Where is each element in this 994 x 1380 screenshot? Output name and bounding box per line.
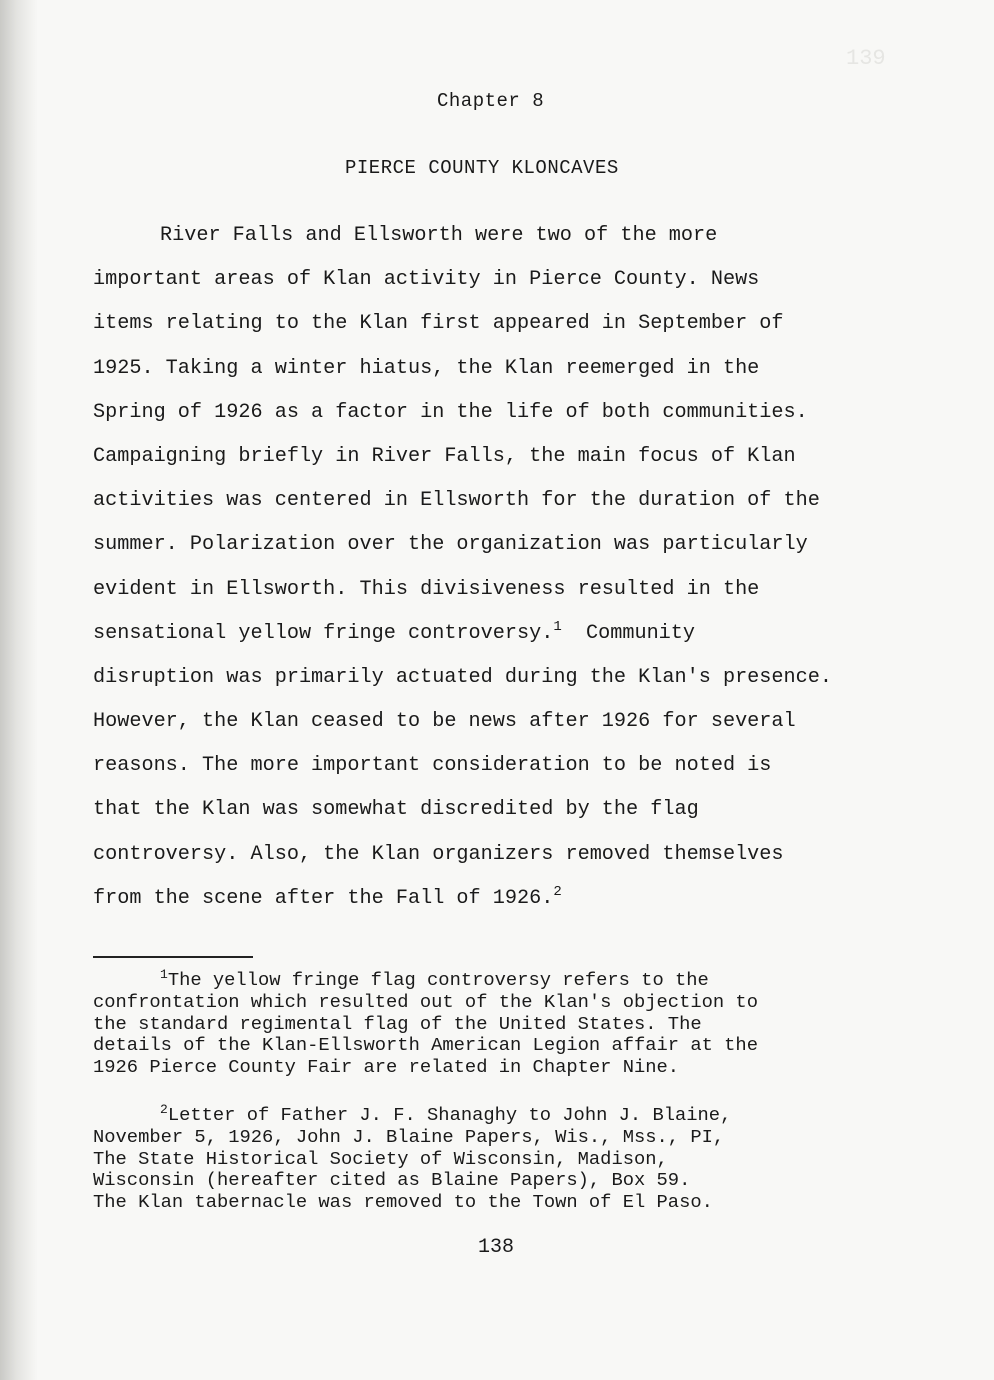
footnote-ref-1: 1 (553, 618, 562, 635)
body-line: controversy. Also, the Klan organizers removed themselves (93, 842, 784, 866)
bleed-through-page-number: 139 (846, 46, 886, 71)
footnote-separator (93, 956, 253, 958)
body-text (93, 222, 943, 929)
body-line-text: sensational yellow fringe controversy. (93, 621, 554, 645)
body-line: reasons. The more important consideration to be noted is (93, 754, 772, 778)
body-line-text: Community (561, 621, 696, 645)
body-line: River Falls and Ellsworth were two of the more (160, 224, 718, 247)
footnote-2 (93, 1102, 953, 1214)
body-line-with-footnote-ref (93, 620, 943, 664)
footnote-line: confrontation which resulted out of the Klan's objection to (93, 990, 758, 1013)
body-line: activities was centered in Ellsworth for the duration of the (93, 489, 820, 513)
body-line: Spring of 1926 as a factor in the life of both communities. (93, 400, 808, 424)
body-line: 1925. Taking a winter hiatus, the Klan reemerged in the (93, 356, 760, 380)
footnote-line: details of the Klan-Ellsworth American Legion affair at the (93, 1034, 758, 1057)
footnote-mark: 2 (160, 1102, 168, 1117)
footnote-ref-2: 2 (553, 883, 562, 900)
footnote-line: November 5, 1926, John J. Blaine Papers, Wis., Mss., PI, (93, 1125, 725, 1148)
footnote-line: the standard regimental flag of the United States. The (93, 1012, 702, 1035)
footnote-text: Letter of Father J. F. Shanaghy to John J. Blaine, (167, 1104, 732, 1126)
footnote-line (93, 967, 953, 992)
footnote-line (93, 1102, 953, 1127)
footnote-line: 1926 Pierce County Fair are related in Chapter Nine. (93, 1056, 680, 1079)
binding-shadow (0, 0, 38, 1380)
body-line: that the Klan was somewhat discredited by the flag (93, 798, 699, 822)
body-line: important areas of Klan activity in Pierce County. News (93, 268, 760, 292)
footnote-1 (93, 967, 953, 1079)
body-line: items relating to the Klan first appeared in September of (93, 312, 784, 336)
body-line: disruption was primarily actuated during the Klan's presence. (93, 665, 832, 689)
body-line: Campaigning briefly in River Falls, the main focus of Klan (93, 444, 796, 468)
body-line-text: from the scene after the Fall of 1926. (93, 886, 554, 910)
footnote-mark: 1 (160, 967, 168, 982)
footnote-line: Wisconsin (hereafter cited as Blaine Papers), Box 59. (93, 1169, 691, 1192)
chapter-title: PIERCE COUNTY KLONCAVES (345, 157, 619, 179)
footnote-line: The State Historical Society of Wisconsin, Madison, (93, 1147, 668, 1170)
body-line: However, the Klan ceased to be news after 1926 for several (93, 710, 796, 734)
body-line-with-footnote-ref (93, 885, 943, 929)
body-line: summer. Polarization over the organization was particularly (93, 533, 808, 557)
footnote-text: The yellow fringe flag controversy refers to the (167, 969, 709, 991)
page-number: 138 (478, 1236, 515, 1259)
footnote-line: The Klan tabernacle was removed to the Town of El Paso. (93, 1191, 713, 1214)
chapter-heading: Chapter 8 (437, 90, 545, 112)
body-line: evident in Ellsworth. This divisiveness resulted in the (93, 577, 760, 601)
